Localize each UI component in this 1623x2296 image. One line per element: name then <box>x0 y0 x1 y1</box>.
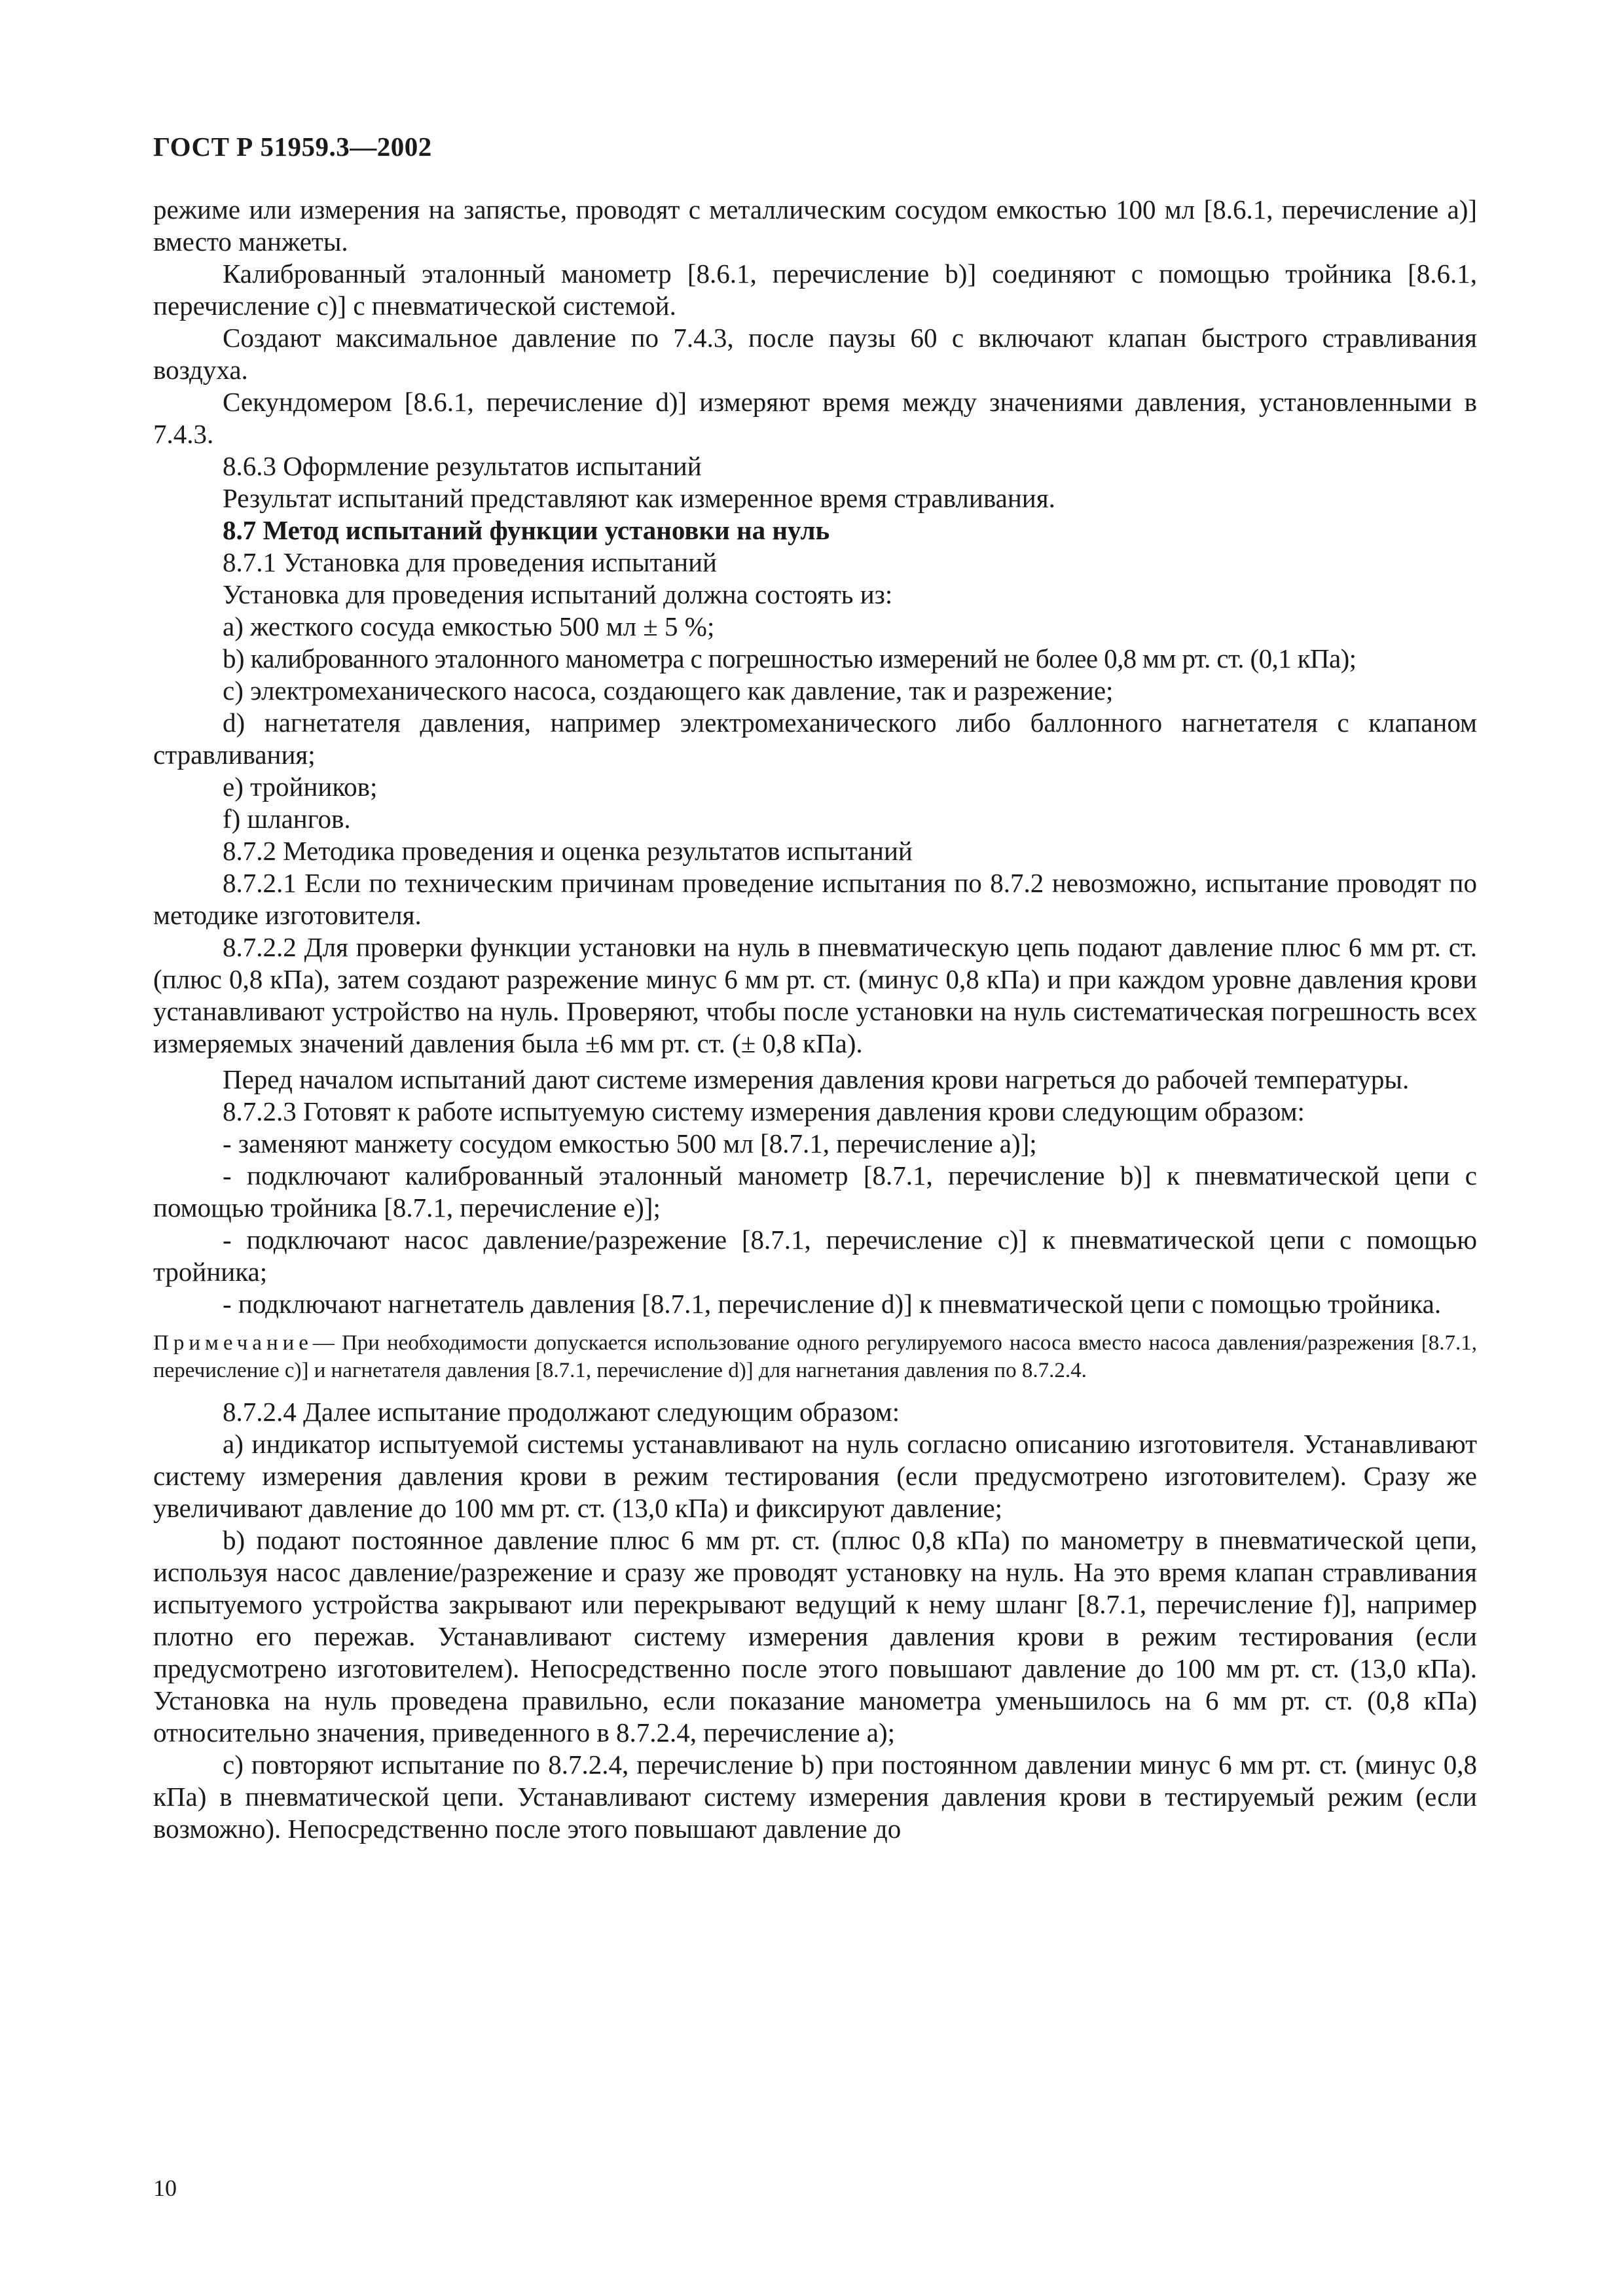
note-label: Примечание <box>153 1331 313 1355</box>
paragraph: 8.7.2.3 Готовят к работе испытуемую систему измерения давления крови следующим образом: <box>223 1096 1305 1126</box>
paragraph: Перед началом испытаний дают системе измерения давления крови нагреться до рабочей температуры. <box>223 1064 1410 1094</box>
paragraph: Установка для проведения испытаний должна состоять из: <box>223 579 893 609</box>
list-item: f) шлангов. <box>223 804 351 834</box>
list-item: - заменяют манжету сосудом емкостью 500 мл [8.7.1, перечисление а)]; <box>223 1128 1037 1158</box>
subsection-heading: 8.6.3 Оформление результатов испытаний <box>223 451 702 481</box>
document-body <box>153 194 1477 1845</box>
list-item: а) индикатор испытуемой системы устанавливают на нуль согласно описанию изготовителя. Устанавливают систему измерения давления крови в режим тестирования (если предусмотрено изготовителем). Сразу же увеличивают давление до 100 мм рт. ст. (13,0 кПа) и фиксируют давление; <box>153 1429 1477 1523</box>
list-item: d) нагнетателя давления, например электромеханического либо баллонного нагнетателя с клапаном стравливания; <box>153 708 1477 770</box>
list-item: е) тройников; <box>223 772 378 802</box>
section-heading: 8.7 Метод испытаний функции установки на нуль <box>223 515 830 545</box>
paragraph: 8.7.2.1 Если по техническим причинам проведение испытания по 8.7.2 невозможно, испытание проводят по методике изготовителя. <box>153 868 1477 930</box>
subsection-heading: 8.7.1 Установка для проведения испытаний <box>223 547 717 577</box>
list-item: - подключают калиброванный эталонный манометр [8.7.1, перечисление b)] к пневматической цепи с помощью тройника [8.7.1, перечисление е)]; <box>153 1160 1477 1223</box>
note <box>153 1329 1477 1384</box>
paragraph: Создают максимальное давление по 7.4.3, после паузы 60 с включают клапан быстрого стравливания воздуха. <box>153 323 1477 385</box>
list-item: с) электромеханического насоса, создающего как давление, так и разрежение; <box>223 675 1114 706</box>
list-item: b) подают постоянное давление плюс 6 мм рт. ст. (плюс 0,8 кПа) по манометру в пневматической цепи, используя насос давление/разрежение и сразу же проводят установку на нуль. На это время клапан стравливания испытуемого устройства закрывают или перекрывают ведущий к нему шланг [8.7.1, перечисление f)], например плотно его пережав. Устанавливают систему измерения давления крови в режим тестирования (если предусмотрено изготовителем). Непосредственно после этого повышают давление до 100 мм рт. ст. (13,0 кПа). Установка на нуль проведена правильно, если показание манометра уменьшилось на 6 мм рт. ст. (0,8 кПа) относительно значения, приведенного в 8.7.2.4, перечисление а); <box>153 1525 1477 1748</box>
list-item: а) жесткого сосуда емкостью 500 мл ± 5 %; <box>223 611 715 641</box>
note-text: — При необходимости допускается использование одного регулируемого насоса вместо насоса давления/разрежения [8.7.1, перечисление с)] и нагнетателя давления [8.7.1, перечисление d)] для нагнетания давления по 8.7.2.4. <box>153 1331 1477 1382</box>
paragraph: режиме или измерения на запястье, проводят с металлическим сосудом емкостью 100 мл [8.6.1, перечисление а)] вместо манжеты. <box>153 194 1477 257</box>
subsection-heading: 8.7.2 Методика проведения и оценка результатов испытаний <box>223 836 913 866</box>
list-item: - подключают нагнетатель давления [8.7.1, перечисление d)] к пневматической цепи с помощью тройника. <box>223 1289 1442 1319</box>
paragraph: Секундомером [8.6.1, перечисление d)] измеряют время между значениями давления, установленными в 7.4.3. <box>153 387 1477 449</box>
page-number: 10 <box>153 2175 177 2201</box>
list-item: b) калиброванного эталонного манометра с погрешностью измерений не более 0,8 мм рт. ст. (0,1 кПа); <box>223 643 1357 673</box>
document-header: ГОСТ Р 51959.3—2002 <box>153 132 432 162</box>
list-item: с) повторяют испытание по 8.7.2.4, перечисление b) при постоянном давлении минус 6 мм рт. ст. (минус 0,8 кПа) в пневматической цепи. Устанавливают систему измерения давления крови в тестируемый режим (если возможно). Непосредственно после этого повышают давление до <box>153 1749 1477 1844</box>
paragraph: 8.7.2.2 Для проверки функции установки на нуль в пневматическую цепь подают давление плюс 6 мм рт. ст. (плюс 0,8 кПа), затем создают разрежение минус 6 мм рт. ст. (минус 0,8 кПа) и при каждом уровне давления крови устанавливают устройство на нуль. Проверяют, чтобы после установки на нуль систематическая погрешность всех измеряемых значений давления была ±6 мм рт. ст. (± 0,8 кПа). <box>153 932 1477 1058</box>
paragraph: Калиброванный эталонный манометр [8.6.1, перечисление b)] соединяют с помощью тройника [8.6.1, перечисление с)] с пневматической системой. <box>153 259 1477 321</box>
paragraph: Результат испытаний представляют как измеренное время стравливания. <box>223 483 1055 513</box>
list-item: - подключают насос давление/разрежение [8.7.1, перечисление с)] к пневматической цепи с помощью тройника; <box>153 1225 1477 1287</box>
subsection-heading: 8.7.2.4 Далее испытание продолжают следующим образом: <box>223 1397 900 1427</box>
